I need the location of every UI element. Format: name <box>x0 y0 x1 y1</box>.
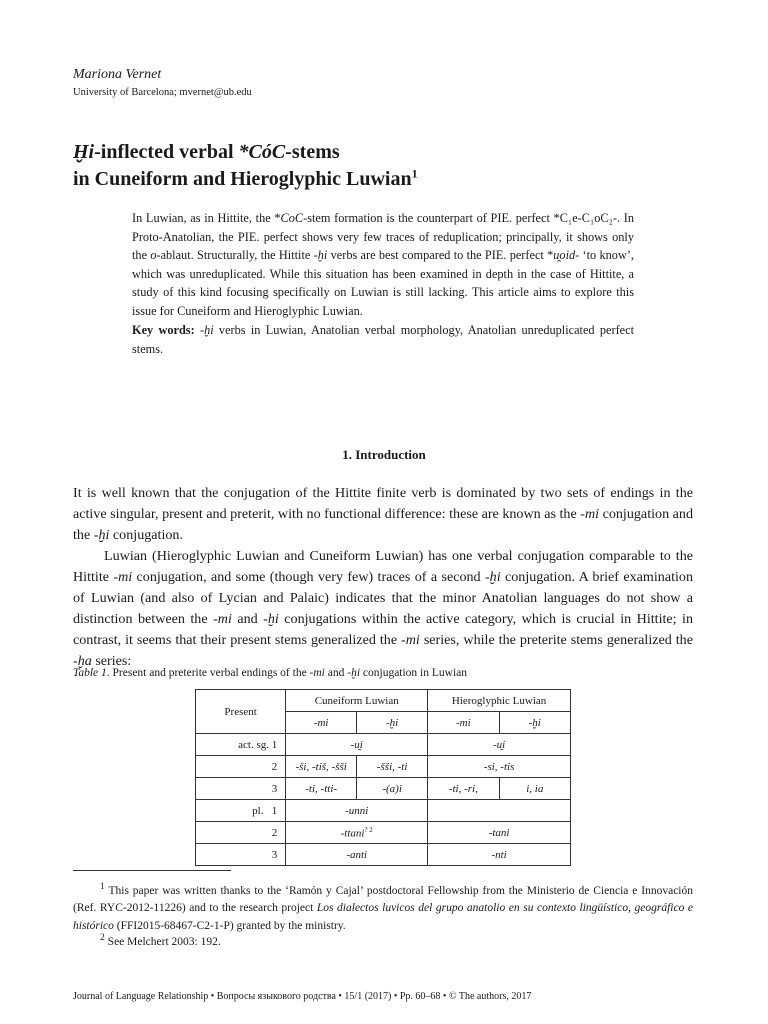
table-cell: -ši, -tiš, -šši <box>286 756 357 778</box>
body-text <box>73 483 693 672</box>
table-header-row <box>196 690 571 712</box>
subheader-mi: -mi <box>286 712 357 734</box>
table-row <box>196 844 571 866</box>
footnote-divider <box>73 870 231 871</box>
endings-table <box>195 689 571 866</box>
table-cell: -unni <box>286 800 428 822</box>
table-cell: -ti, -ri, <box>428 778 499 800</box>
row-label: 3 <box>196 844 286 866</box>
table-row <box>196 734 571 756</box>
author-affiliation: University of Barcelona; mvernet@ub.edu <box>73 87 252 98</box>
table-row <box>196 778 571 800</box>
keywords-label: Key words: <box>132 323 195 337</box>
table-cell: -anti <box>286 844 428 866</box>
table-row <box>196 800 571 822</box>
table-cell <box>428 800 571 822</box>
title-part: -stems <box>285 141 340 163</box>
keywords: Key words: -ḫi verbs in Luwian, Anatolian verbal morphology, Anatolian unreduplicated perfect stems. <box>132 323 634 356</box>
footnote-2-mark: 2 <box>100 932 105 943</box>
section-heading: 1. Introduction <box>342 447 426 462</box>
title-footnote-mark[interactable]: 1 <box>411 166 418 181</box>
table-row <box>196 756 571 778</box>
table-cell: -u̯i <box>428 734 571 756</box>
title-hi-italic: Ḫi <box>73 141 95 163</box>
table-cell: -tani <box>428 822 571 844</box>
table-cell: -ttani$^{? 2}$ <box>286 822 428 844</box>
table-cell: -u̯i <box>286 734 428 756</box>
title-part: -inflected verbal <box>94 141 239 163</box>
row-label: act. sg. 1 <box>196 734 286 756</box>
caption-label: Table 1 <box>73 667 107 679</box>
abstract: In Luwian, as in Hittite, the *CoC-stem formation is the counterpart of PIE. perfect *C₁e-C₁oC₂-. In Proto-Anatolian, the PIE. perfect shows very few traces of reduplication; principally, it shows only the o-ablaut. Structurally, the Hittite -ḫi verbs are best compared to the PIE. perfect *u̯oid- ‘to know’, which was unreduplicated. While this situation has been examined in depth in the case of Hittite, a study of this kind focusing specifically on Luwian is still lacking. This article aims to explore this issue for Cuneiform and Hieroglyphic Luwian. <box>132 211 634 318</box>
header-hieroglyphic: Hieroglyphic Luwian <box>428 690 571 712</box>
article-title <box>73 139 693 193</box>
table-row <box>196 822 571 844</box>
subheader-mi: -mi <box>428 712 499 734</box>
table-cell: -ti, -tti- <box>286 778 357 800</box>
row-label: 2 <box>196 756 286 778</box>
row-label: pl. 1 <box>196 800 286 822</box>
table-footnote-mark[interactable]: ? 2 <box>364 825 373 834</box>
paragraph: It is well known that the conjugation of the Hittite finite verb is dominated by two sets of endings in the active singular, present and preterit, with no functional difference: these are known as the -mi conjugation and the -ḫi conjugation. <box>73 485 693 543</box>
journal-footer: Journal of Language Relationship • Вопросы языкового родства • 15/1 (2017) • Pp. 60–68 • © The authors, 2017 <box>73 991 532 1002</box>
header-present: Present <box>196 690 286 734</box>
footnote-1-mark: 1 <box>100 881 105 892</box>
paragraph: Luwian (Hieroglyphic Luwian and Cuneiform Luwian) has one verbal conjugation comparable to the Hittite -mi conjugation, and some (though very few) traces of a second -ḫi conjugation. A brief examination of Luwian (and also of Lycian and Palaic) indicates that the minor Anatolian languages do not show a distinction between the -mi and -ḫi conjugations within the active category, which is crucial in Hittite; in contrast, it seems that their present stems generalized the -mi series, while the preterite stems generalized the -ḫa series: <box>73 548 694 669</box>
table-cell: -nti <box>428 844 571 866</box>
title-line2: in Cuneiform and Hieroglyphic Luwian <box>73 168 412 190</box>
header-cuneiform: Cuneiform Luwian <box>286 690 428 712</box>
table-cell: i, ia <box>499 778 570 800</box>
row-label: 3 <box>196 778 286 800</box>
title-stem-italic: *CóC <box>238 141 286 163</box>
table-cell: -šši, -ti <box>357 756 428 778</box>
row-label: 2 <box>196 822 286 844</box>
author-name: Mariona Vernet <box>73 67 162 82</box>
subheader-hi: -ḫi <box>357 712 428 734</box>
footnote-1: $^1$ This paper was written thanks to the ‘Ramón y Cajal’ postdoctoral Fellowship from the Ministerio de Ciencia e Innovación (Ref. RYC-2012-11226) and to the research project Los dialectos luvicos del grupo anatolio en su contexto lingüístico, geográfico e histórico (FFI2015-68467-C2-1-P) granted by the ministry. <box>73 881 693 932</box>
footnote-2: $^2$ See Melchert 2003: 192. <box>100 932 221 948</box>
table-cell: -(a)i <box>357 778 428 800</box>
subheader-hi: -ḫi <box>499 712 570 734</box>
table-cell: -si, -tis <box>428 756 571 778</box>
table-caption: Table 1. Present and preterite verbal endings of the -mi and -ḫi conjugation in Luwian <box>73 667 468 679</box>
